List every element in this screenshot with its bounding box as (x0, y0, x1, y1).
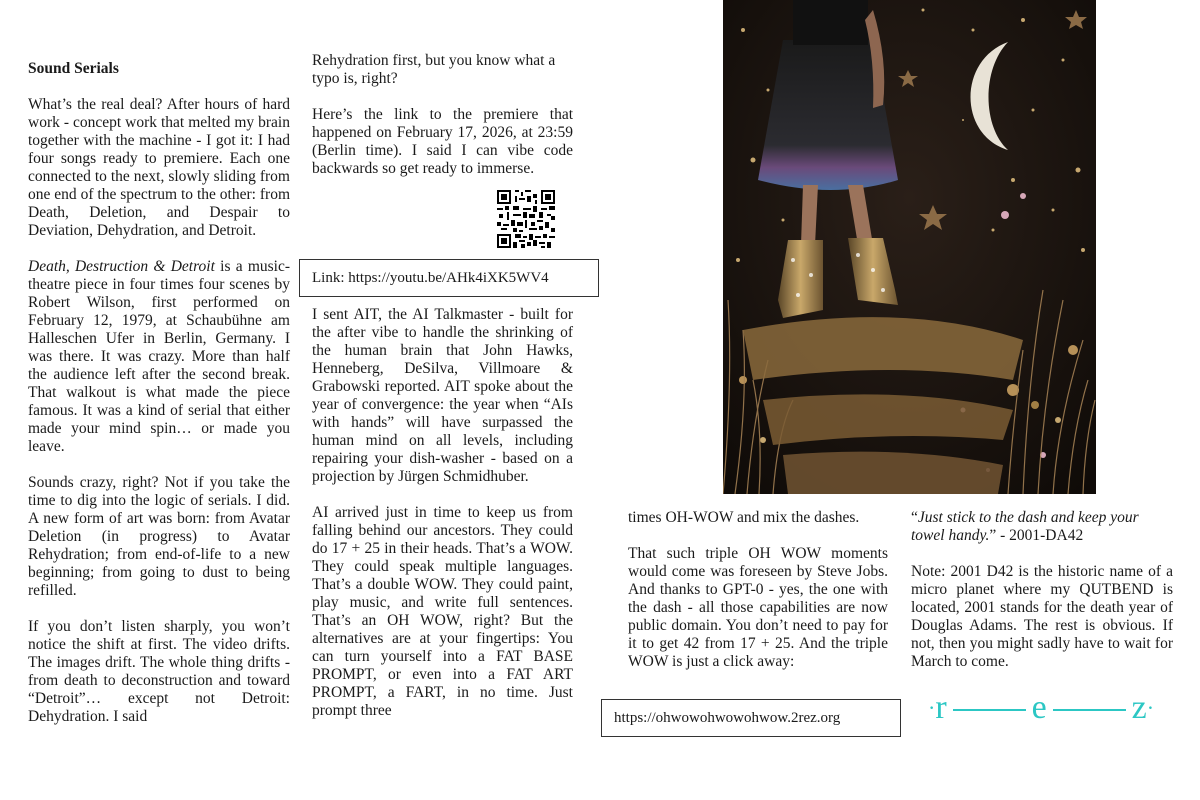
column-1 (28, 60, 290, 744)
paragraph: Here’s the link to the premiere that happened on February 17, 2026, at 23:59 (Berlin time). I said I can vibe code backwards so get ready to immerse. (312, 106, 573, 177)
column-2-continued (312, 306, 573, 738)
article-title: Sound Serials (28, 60, 119, 77)
quote (911, 509, 1173, 545)
column-3 (628, 509, 888, 689)
qr-code-icon[interactable] (497, 190, 555, 248)
artwork-image (723, 0, 1096, 494)
logo-letter-z: z (1131, 689, 1147, 726)
paragraph: If you don’t listen sharply, you won’t notice the shift at first. The video drifts. The images drift. The whole thing drifts - from death to deconstruction and toward “Detroit”… except not Detroit: Dehydration. I said (28, 618, 290, 725)
paragraph: That such triple OH WOW moments would come was foreseen by Steve Jobs. And thanks to GPT-0 - yes, the one with the dash - all those capabilities are now public domain. You don’t need to pay for it to get 42 from 17 + 25. And the triple WOW is just a click away: (628, 545, 888, 670)
logo-letter-e: e (1031, 689, 1047, 726)
work-title: Death, Destruction & Detroit (28, 258, 215, 275)
logo-dash (953, 709, 1026, 711)
paragraph: Rehydration first, but you know what a typo is, right? (312, 52, 556, 87)
column-4 (911, 509, 1173, 689)
quote-mark: “ (911, 509, 918, 526)
logo-letter-r: r (935, 689, 947, 726)
logo-dot-right: · (1146, 695, 1155, 720)
logo-dash (1053, 709, 1126, 711)
paragraph-text: is a music-theatre piece in four times four scenes by Robert Wilson, first performed on February 12, 1979, at Schaubühne am Halleschen Ufer in Berlin, Germany. I was there. It was crazy. More than half the audience left after the second break. That walkout is what made the piece famous. It was a kind of serial that either made your mind spin… or made you leave. (28, 258, 291, 455)
paragraph: Sounds crazy, right? Not if you take the time to dig into the logic of serials. I did. A new form of art was born: from Avatar Deletion (in progress) to Avatar Rehydration; from end-of-life to a new beginning; from going to dust to being refilled. (28, 474, 290, 599)
quote-text: Just stick to the dash and keep your towel handy. (911, 509, 1139, 544)
paragraph: I sent AIT, the AI Talkmaster - built for the after vibe to handle the shrinking of the human brain that John Hawks, Henneberg, DeSilva, Villmoare & Grabowski reported. AIT spoke about the year of convergence: the year when “AIs with hands” will have surpassed the human mind on all levels, including repairing your dish-washer - based on a projection by Jürgen Schmidhuber. (312, 306, 573, 485)
ohwow-link[interactable]: https://ohwowohwowohwow.2rez.org (601, 699, 901, 737)
youtube-link[interactable]: Link: https://youtu.be/AHk4iXK5WV4 (299, 259, 599, 297)
column-2 (312, 52, 573, 196)
paragraph: Note: 2001 D42 is the historic name of a micro planet where my QUTBEND is located, 2001 stands for the death year of Douglas Adams. The rest is obvious. If not, then you might sadly have to wait for March to come. (911, 563, 1173, 670)
logo-dot-left: · (928, 695, 936, 720)
rez-logo (928, 688, 1154, 728)
paragraph: AI arrived just in time to keep us from falling behind our ancestors. They could do 17 + 25 in their heads. That’s a WOW. They could speak multiple languages. That’s a double WOW. They could paint, play music, and write full sentences. That’s an OH WOW, right? But the alternatives are at your fingertips: You can turn yourself into a FAT BASE PROMPT, or even into a FAT ART PROMPT, a FART, in no time. Just prompt three (312, 504, 573, 719)
paragraph: times OH-WOW and mix the dashes. (628, 509, 860, 526)
paragraph: What’s the real deal? After hours of hard work - concept work that melted my brain together with the machine - I got it: I had four songs ready to premiere. Each one connected to the next, slowly sliding from one end of the spectrum to the other: from Death, Deletion, and Despair to Deviation, Dehydration, and Detroit. (28, 96, 290, 239)
paragraph (28, 258, 290, 456)
quote-attribution: ” - 2001-DA42 (989, 527, 1084, 544)
